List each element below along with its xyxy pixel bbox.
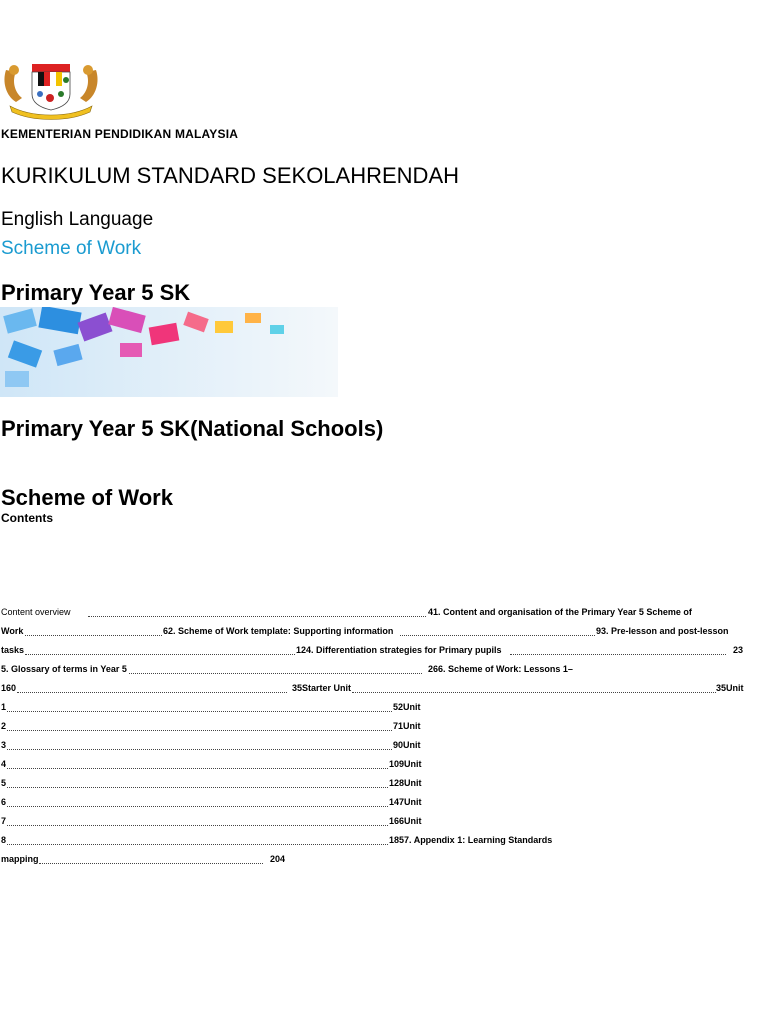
toc-entry[interactable]: tasks [1, 645, 25, 655]
dot-leader [400, 626, 595, 636]
toc-entry[interactable]: 52Unit [393, 702, 421, 712]
toc-entry[interactable]: 90Unit [393, 740, 421, 750]
toc-entry[interactable]: 128Unit [389, 778, 422, 788]
dot-leader [25, 626, 162, 636]
toc-entry[interactable]: 41. Content and organisation of the Primary Year 5 Scheme of [428, 607, 692, 617]
toc-entry[interactable]: 266. Scheme of Work: Lessons 1– [428, 664, 573, 674]
toc-line [0, 626, 768, 645]
dot-leader [88, 607, 426, 617]
subject-label: English Language [1, 209, 154, 230]
dot-leader [352, 683, 716, 693]
toc-page-number: 23 [733, 645, 744, 655]
dot-leader [7, 835, 388, 845]
dot-leader [7, 759, 388, 769]
toc-entry[interactable]: 5 [1, 778, 7, 788]
toc-entry[interactable]: 93. Pre-lesson and post-lesson [596, 626, 729, 636]
toc-entry[interactable]: 124. Differentiation strategies for Primary pupils [296, 645, 502, 655]
toc-entry[interactable]: 160 [1, 683, 17, 693]
toc-entry[interactable]: 62. Scheme of Work template: Supporting information [163, 626, 394, 636]
toc-entry[interactable]: 2 [1, 721, 7, 731]
toc-line [0, 607, 768, 626]
toc-entry[interactable]: 8 [1, 835, 7, 845]
curriculum-title: KURIKULUM STANDARD SEKOLAHRENDAH [1, 163, 460, 188]
toc-entry[interactable]: 5. Glossary of terms in Year 5 [1, 664, 127, 674]
document-title: Primary Year 5 SK(National Schools) [1, 416, 384, 441]
toc-entry[interactable]: 147Unit [389, 797, 422, 807]
contents-heading: Contents [1, 511, 53, 525]
toc-line [0, 721, 768, 740]
dot-leader [17, 683, 287, 693]
doc-type-label: Scheme of Work [1, 238, 142, 259]
dot-leader [129, 664, 422, 674]
toc-entry[interactable]: 4 [1, 759, 7, 769]
toc-line [0, 835, 768, 854]
toc-page-number: 204 [270, 854, 286, 864]
dot-leader [7, 778, 388, 788]
toc-entry[interactable]: mapping [1, 854, 39, 864]
ministry-name: KEMENTERIAN PENDIDIKAN MALAYSIA [1, 127, 239, 141]
toc-entry[interactable]: 35Unit [716, 683, 744, 693]
toc-line [0, 816, 768, 835]
toc-entry[interactable]: 166Unit [389, 816, 422, 826]
toc-line [0, 683, 768, 702]
toc-line [0, 702, 768, 721]
decorative-banner-image [0, 307, 338, 397]
dot-leader [7, 702, 392, 712]
toc-entry[interactable]: 109Unit [389, 759, 422, 769]
dot-leader [7, 816, 388, 826]
dot-leader [39, 854, 263, 864]
toc-entry[interactable]: 71Unit [393, 721, 421, 731]
toc-line [0, 645, 768, 664]
dot-leader [7, 797, 388, 807]
dot-leader [25, 645, 295, 655]
toc-line [0, 854, 768, 873]
document-subtitle: Scheme of Work [1, 485, 173, 510]
toc-entry[interactable]: 7 [1, 816, 7, 826]
toc-entry[interactable]: 1 [1, 702, 7, 712]
year-heading: Primary Year 5 SK [1, 280, 191, 305]
toc-line [0, 797, 768, 816]
coat-of-arms-logo [2, 62, 100, 122]
toc-line [0, 664, 768, 683]
dot-leader [7, 740, 392, 750]
toc-entry[interactable]: 35Starter Unit [292, 683, 352, 693]
toc-entry[interactable]: 3 [1, 740, 7, 750]
dot-leader [7, 721, 392, 731]
toc-entry[interactable]: Work [1, 626, 24, 636]
toc-line [0, 740, 768, 759]
toc-entry[interactable]: 1857. Appendix 1: Learning Standards [389, 835, 553, 845]
toc-entry[interactable]: Content overview [1, 607, 71, 617]
toc-line [0, 759, 768, 778]
dot-leader [510, 645, 726, 655]
toc-line [0, 778, 768, 797]
toc-entry[interactable]: 6 [1, 797, 7, 807]
